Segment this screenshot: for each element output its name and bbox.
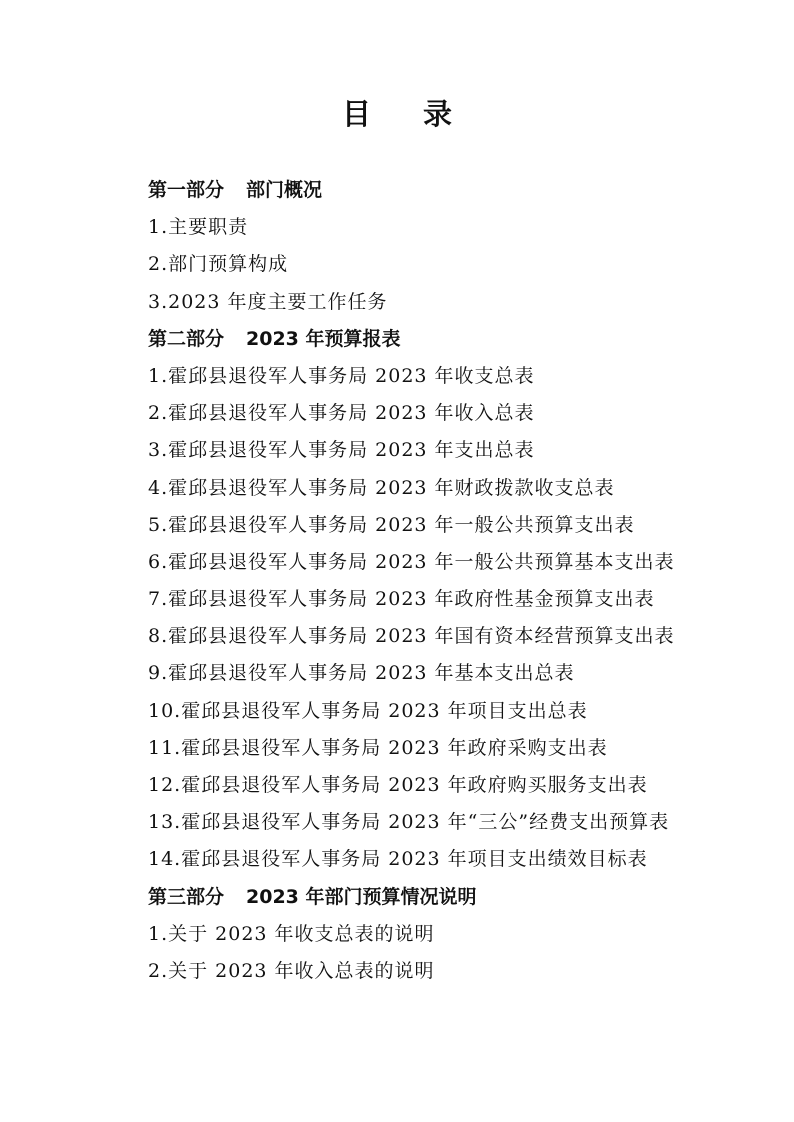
section-part-label: 第一部分 xyxy=(148,179,225,201)
title-char-2: 录 xyxy=(423,97,453,131)
toc-item: 1.主要职责 xyxy=(148,216,249,239)
toc-item: 2.关于 2023 年收入总表的说明 xyxy=(148,959,435,982)
section-name: 部门概况 xyxy=(246,179,323,201)
toc-item: 12.霍邱县退役军人事务局 2023 年政府购买服务支出表 xyxy=(148,774,648,796)
toc-item: 2.霍邱县退役军人事务局 2023 年收入总表 xyxy=(148,402,535,425)
toc-item: 4.霍邱县退役军人事务局 2023 年财政拨款收支总表 xyxy=(148,476,615,499)
toc-item: 9.霍邱县退役军人事务局 2023 年基本支出总表 xyxy=(148,662,575,685)
toc-item: 3.2023 年度主要工作任务 xyxy=(148,290,388,313)
toc-item: 14.霍邱县退役军人事务局 2023 年项目支出绩效目标表 xyxy=(148,848,648,871)
section-part-label: 第三部分 xyxy=(148,885,225,908)
title-char-1: 目 xyxy=(341,97,371,131)
toc-item: 8.霍邱县退役军人事务局 2023 年国有资本经营预算支出表 xyxy=(148,625,675,648)
toc-section-heading xyxy=(148,321,768,358)
toc-item: 7.霍邱县退役军人事务局 2023 年政府性基金预算支出表 xyxy=(148,588,655,611)
toc-item: 10.霍邱县退役军人事务局 2023 年项目支出总表 xyxy=(148,699,588,722)
page-title xyxy=(0,92,794,133)
section-name: 2023 年部门预算情况说明 xyxy=(246,885,477,908)
section-name: 2023 年预算报表 xyxy=(246,327,401,350)
section-part-label: 第二部分 xyxy=(148,327,225,350)
table-of-contents xyxy=(148,172,768,990)
toc-item: 6.霍邱县退役军人事务局 2023 年一般公共预算基本支出表 xyxy=(148,550,675,573)
toc-item: 13.霍邱县退役军人事务局 2023 年“三公”经费支出预算表 xyxy=(148,811,670,834)
toc-item: 1.霍邱县退役军人事务局 2023 年收支总表 xyxy=(148,364,535,387)
toc-item: 5.霍邱县退役军人事务局 2023 年一般公共预算支出表 xyxy=(148,513,635,536)
toc-item: 11.霍邱县退役军人事务局 2023 年政府采购支出表 xyxy=(148,736,608,759)
toc-item: 1.关于 2023 年收支总表的说明 xyxy=(148,922,435,945)
toc-section-heading xyxy=(148,879,768,916)
toc-item: 2.部门预算构成 xyxy=(148,253,289,276)
toc-item: 3.霍邱县退役军人事务局 2023 年支出总表 xyxy=(148,439,535,462)
toc-section-heading xyxy=(148,172,768,209)
